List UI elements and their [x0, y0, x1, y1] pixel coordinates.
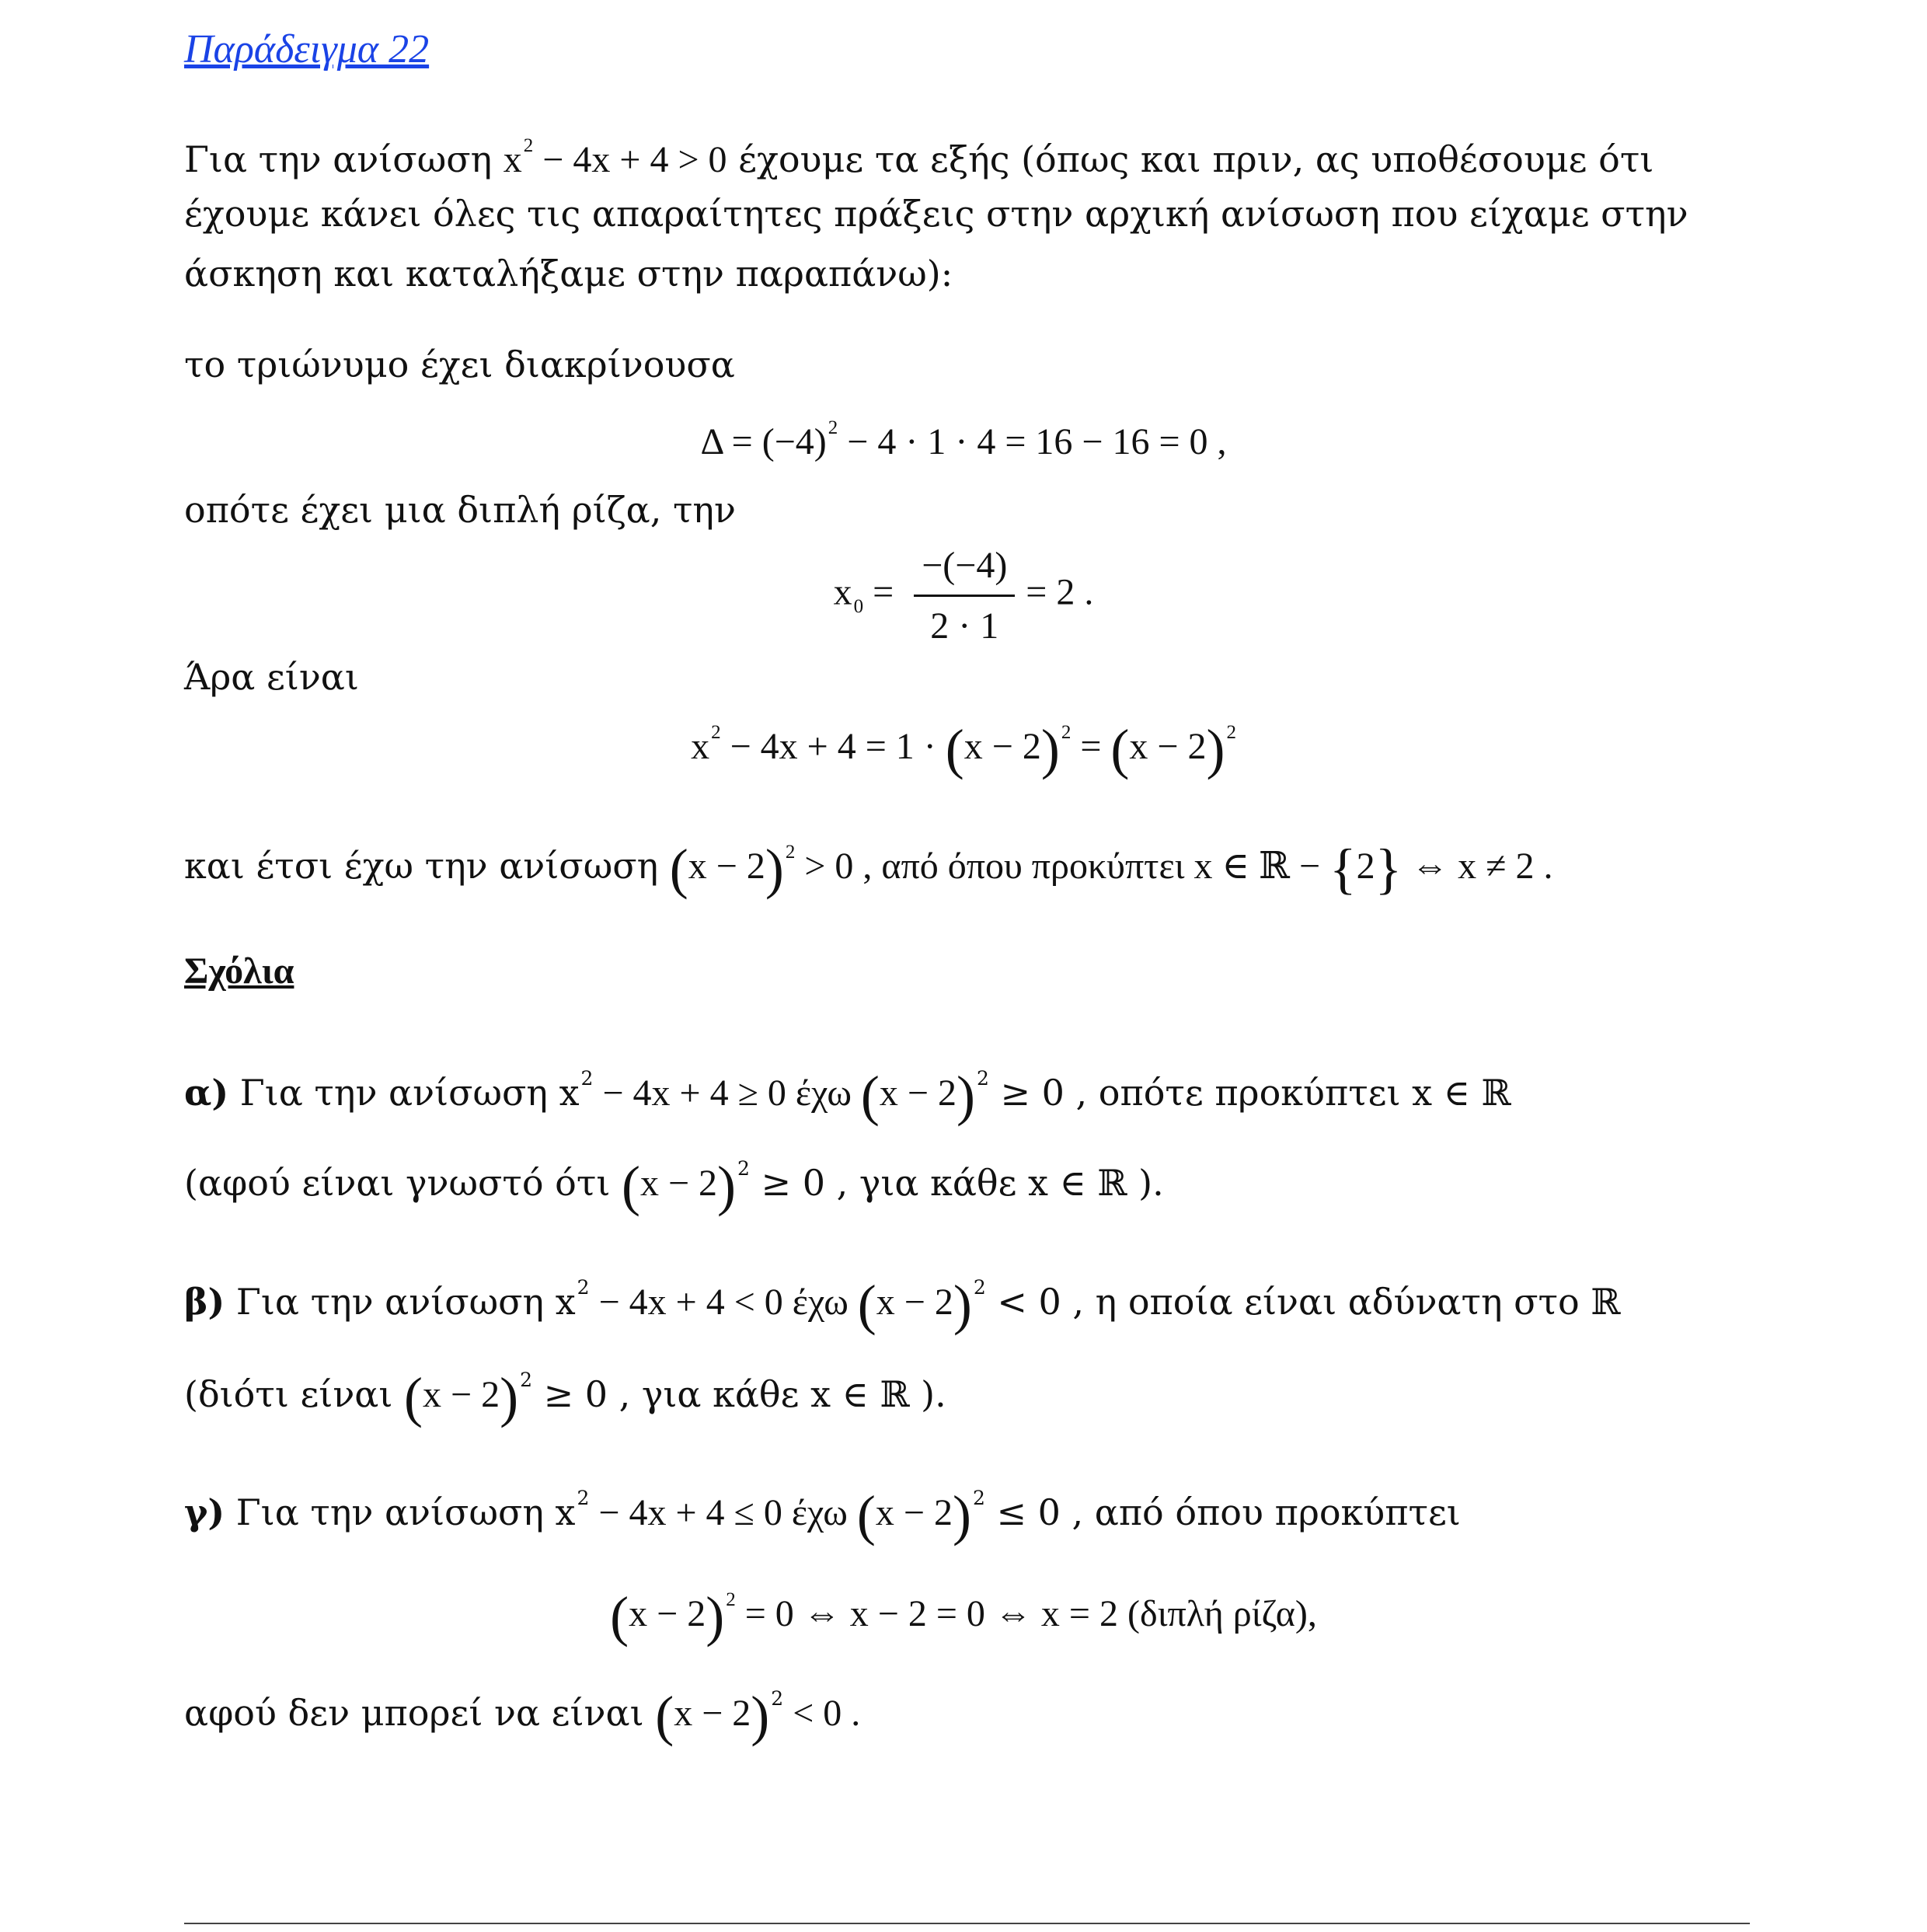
comment-result: ≥ 0 , οπότε προκύπτει x ∈ ℝ	[988, 1072, 1511, 1114]
binomial: x − 2	[876, 1282, 953, 1323]
root-equation	[0, 544, 1927, 647]
comment-math: − 4x + 4 ≤ 0 έχω	[589, 1492, 857, 1533]
root-text: οπότε έχει μια διπλή ρίζα, την	[184, 489, 736, 531]
gamma-equation-rhs: = 0 ⇔ x − 2 = 0 ⇔ x = 2 (διπλή ρίζα),	[735, 1593, 1317, 1634]
comment-math: − 4x + 4 < 0 έχω	[589, 1282, 858, 1323]
comment-text: (διότι είναι	[184, 1373, 405, 1415]
inequality: − 4x + 4 > 0	[533, 139, 727, 180]
root-value: = 2 .	[1026, 571, 1094, 613]
comment-gamma-line-3: αφού δεν μπορεί να είναι $(x - 2)^2 < 0$ .	[184, 1685, 861, 1747]
item-label-alpha: α)	[184, 1072, 229, 1114]
comment-alpha-line-2: (αφού είναι γνωστό ότι $(x - 2)^2 \ge 0$ , για κάθε x ∈ ℝ ).	[184, 1155, 1164, 1217]
exponent: 2	[577, 1487, 590, 1509]
conclusion-math: > 0 , από όπου προκύπτει x ∈ ℝ −	[795, 846, 1330, 887]
exponent: 2	[577, 1276, 590, 1299]
binomial: x − 2	[423, 1374, 500, 1415]
delta-rhs: − 4 · 1 · 4 = 16 − 16 = 0 ,	[838, 421, 1227, 462]
intro-text-cont: έχουμε τα εξής (όπως και πριν, ας υποθέσουμε ότι	[727, 138, 1654, 180]
example-title[interactable]: Παράδειγμα 22	[184, 27, 430, 71]
comment-beta-line-2: (διότι είναι $(x - 2)^2 \ge 0$ , για κάθε x ∈ ℝ ).	[184, 1366, 946, 1428]
comment-beta-line-1: β) Για την ανίσωση $x^2 - 4x + 4 < 0$ έχω $(x - 2)^2 < 0$ , η οποία είναι αδύνατη στο ℝ	[184, 1274, 1621, 1336]
subscript: 0	[853, 595, 864, 617]
comment-math: − 4x + 4 ≥ 0 έχω	[593, 1072, 861, 1114]
binomial: x − 2	[964, 726, 1041, 767]
set-element: 2	[1356, 846, 1375, 887]
footer-divider	[184, 1923, 1750, 1924]
exponent: 2	[523, 135, 534, 156]
discriminant-text: το τριώνυμο έχει διακρίνουσα	[184, 344, 735, 385]
comment-result: < 0 .	[783, 1693, 861, 1734]
fraction	[914, 544, 1015, 647]
gamma-equation: $(x - 2)^2 = 0$ ⇔ x − 2 = 0 ⇔ x = 2 (διπλή ρίζα),	[610, 1585, 1317, 1648]
exponent: 2	[1226, 722, 1236, 743]
exponent: 2	[726, 1589, 736, 1610]
binomial: x − 2	[629, 1593, 706, 1634]
comment-text: Για την ανίσωση x	[228, 1072, 580, 1114]
intro-line-3: άσκηση και καταλήξαμε στην παραπάνω):	[184, 253, 953, 295]
exponent: 2	[785, 842, 796, 863]
comment-alpha-line-1: α) Για την ανίσωση $x^2 - 4x + 4 \ge 0$ έχω $(x - 2)^2 \ge 0$ , οπότε προκύπτει x ∈ ℝ	[184, 1065, 1511, 1127]
comment-result: ≥ 0 , για κάθε x ∈ ℝ ).	[531, 1373, 946, 1415]
delta-lhs: Δ = (−4)	[700, 421, 827, 462]
binomial: x − 2	[879, 1072, 957, 1114]
equals: =	[863, 571, 904, 613]
exponent: 2	[1061, 722, 1072, 743]
comments-heading: Σχόλια	[184, 950, 294, 992]
comment-text: Για την ανίσωση x	[225, 1281, 576, 1323]
math-x: x	[503, 139, 522, 180]
exponent: 2	[976, 1067, 989, 1090]
binomial: x − 2	[875, 1492, 953, 1533]
binomial: x − 2	[674, 1693, 751, 1734]
item-label-beta: β)	[184, 1281, 225, 1323]
ara-text: Άρα είναι	[184, 656, 359, 698]
item-label-gamma: γ)	[184, 1491, 225, 1533]
intro-text: Για την ανίσωση	[184, 138, 504, 180]
comment-gamma-line-1: γ) Για την ανίσωση $x^2 - 4x + 4 \le 0$ έχω $(x - 2)^2 \le 0$ , από όπου προκύπτει	[184, 1484, 1461, 1547]
factored-lhs: − 4x + 4 = 1 ·	[720, 726, 946, 767]
comment-result: < 0 , η οποία είναι αδύνατη στο ℝ	[985, 1281, 1621, 1323]
binomial: x − 2	[688, 846, 765, 887]
math-x: x	[691, 726, 710, 767]
root-x: x	[833, 571, 852, 613]
conclusion-text: και έτσι έχω την ανίσωση	[184, 845, 670, 887]
factored-equation: $x^2 - 4x + 4 = 1 \cdot (x - 2)^2 = (x - 2)^2$	[691, 718, 1236, 780]
intro-line-2: έχουμε κάνει όλες τις απαραίτητες πράξεις στην αρχική ανίσωση που είχαμε στην	[184, 193, 1688, 235]
comment-text: (αφού είναι γνωστό ότι	[184, 1162, 622, 1204]
intro-line-1	[184, 136, 1653, 179]
binomial: x − 2	[1129, 726, 1207, 767]
conclusion-line: και έτσι έχω την ανίσωση $(x - 2)^2 > 0$ , από όπου προκύπτει x ∈ ℝ − {2} ⇔ x ≠ 2 .	[184, 838, 1553, 900]
exponent: 2	[520, 1369, 532, 1391]
equals: =	[1071, 726, 1111, 767]
discriminant-equation	[0, 418, 1927, 461]
exponent: 2	[973, 1276, 986, 1299]
binomial: x − 2	[639, 1163, 718, 1204]
exponent: 2	[737, 1157, 750, 1180]
exponent: 2	[771, 1687, 784, 1710]
fraction-denominator: 2 · 1	[930, 605, 999, 647]
exponent: 2	[828, 417, 838, 438]
exponent: 2	[580, 1067, 594, 1090]
comment-result: ≥ 0 , για κάθε x ∈ ℝ ).	[749, 1162, 1164, 1204]
exponent: 2	[972, 1487, 985, 1509]
comment-result: ≤ 0 , από όπου προκύπτει	[984, 1491, 1461, 1533]
comment-text: Για την ανίσωση x	[225, 1491, 576, 1533]
exponent: 2	[711, 722, 721, 743]
comment-text: αφού δεν μπορεί να είναι	[184, 1692, 656, 1734]
conclusion-result: ⇔ x ≠ 2 .	[1402, 846, 1553, 887]
fraction-numerator: −(−4)	[914, 544, 1015, 597]
